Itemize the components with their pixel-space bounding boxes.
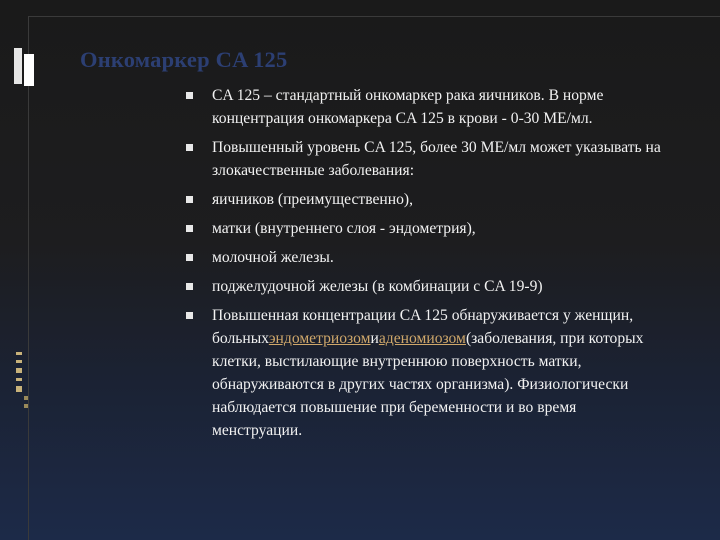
bullet-text: молочной железы.	[212, 249, 334, 266]
square-bullet-icon	[186, 254, 193, 261]
square-bullet-icon	[186, 225, 193, 232]
bullet-item	[186, 275, 666, 298]
decorative-bars-top	[14, 48, 42, 88]
bullet-text: поджелудочной железы (в комбинации с CA 19-9)	[212, 278, 543, 295]
decorative-stripe	[16, 360, 22, 363]
bullet-item	[186, 217, 666, 240]
bullet-text: матки (внутреннего слоя - эндометрия),	[212, 220, 476, 237]
square-bullet-icon	[186, 312, 193, 319]
bullet-text: Повышенный уровень CA 125, более 30 МЕ/мл может указывать на злокачественные заболевания:	[212, 139, 661, 179]
decorative-stripe	[24, 404, 28, 408]
bullet-item	[186, 188, 666, 211]
square-bullet-icon	[186, 196, 193, 203]
decorative-stripe	[24, 396, 28, 400]
square-bullet-icon	[186, 92, 193, 99]
decorative-stripe	[16, 368, 22, 373]
bullet-item	[186, 84, 666, 130]
bullet-text: CA 125 – стандартный онкомаркер рака яичников. В норме концентрация онкомаркера CA 125 в крови - 0-30 МЕ/мл.	[212, 87, 604, 127]
bullet-item	[186, 136, 666, 182]
slide-title: Онкомаркер CA 125	[80, 47, 288, 72]
decorative-stripes-bottom	[16, 352, 30, 412]
decorative-stripe	[16, 386, 22, 392]
link-endometriosis[interactable]: эндометриозом	[268, 330, 371, 347]
square-bullet-icon	[186, 283, 193, 290]
square-bullet-icon	[186, 144, 193, 151]
bullet-text: Повышенная концентрации CA 125 обнаруживается у женщин, больных	[212, 307, 634, 347]
decorative-stripe	[16, 352, 22, 355]
bullet-text: (заболевания, при которых клетки, выстилающие внутреннюю поверхность матки, обнаруживаются в других частях организма). Физиологически наблюдается повышение при беременности и во время менструации.	[212, 330, 644, 439]
bullet-item	[186, 304, 666, 442]
decorative-bar	[24, 54, 34, 86]
bullet-text: и	[370, 330, 379, 347]
link-adenomyosis[interactable]: аденомиозом	[378, 330, 466, 347]
bullet-text: яичников (преимущественно),	[212, 191, 413, 208]
decorative-bar	[14, 48, 22, 84]
bullet-list	[186, 84, 666, 448]
decorative-stripe	[16, 378, 22, 381]
bullet-item	[186, 246, 666, 269]
